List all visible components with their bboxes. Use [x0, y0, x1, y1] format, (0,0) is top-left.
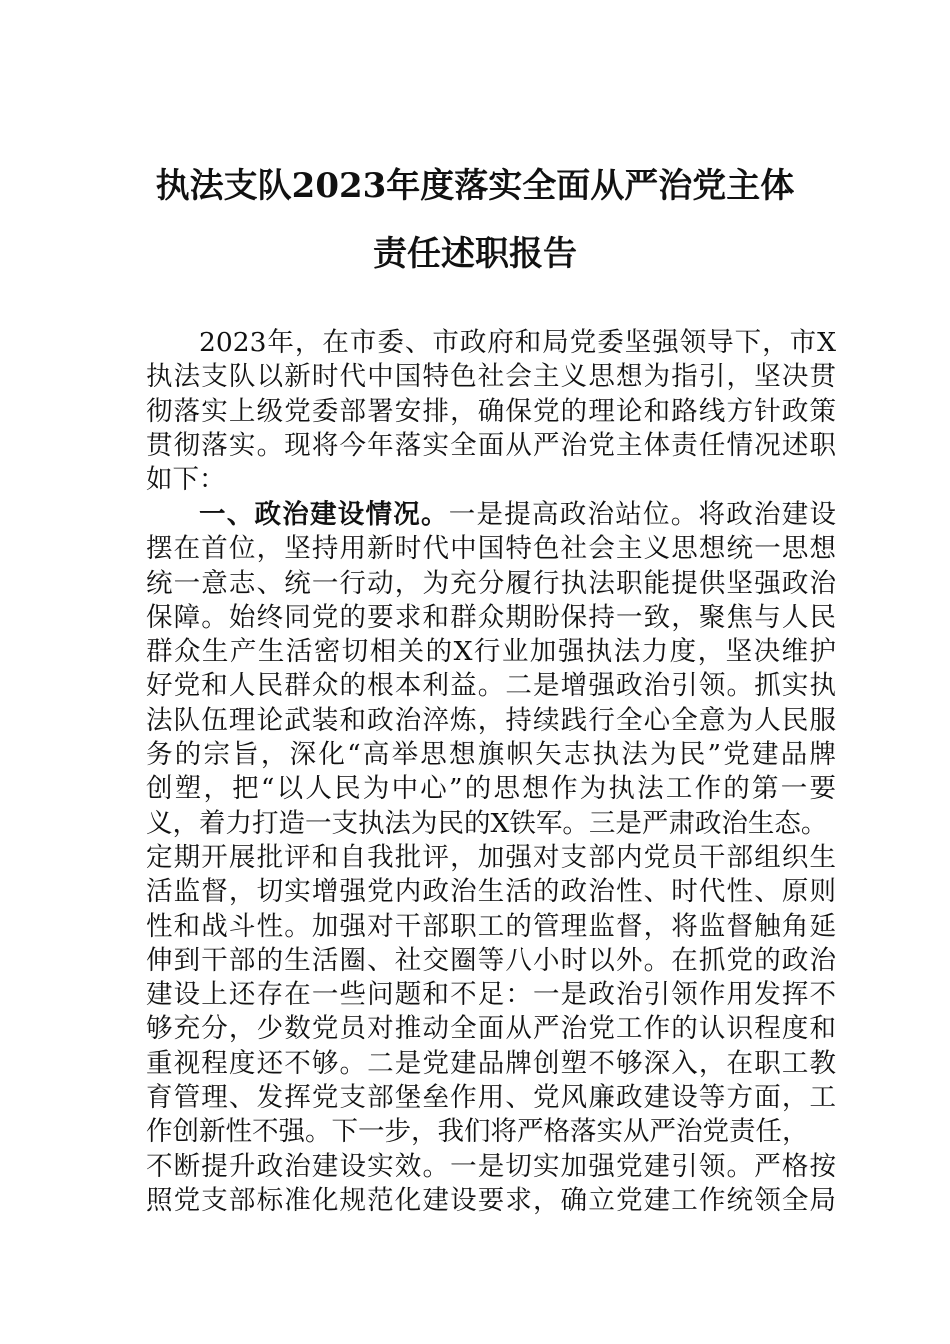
text-line: 摆在首位，坚持用新时代中国特色社会主义思想统一思想 [146, 533, 836, 565]
text-line: 执法支队以新时代中国特色社会主义思想为指引，坚决贯 [146, 361, 836, 393]
section-heading: 一、政治建设情况。 [199, 499, 449, 530]
text-line: 定期开展批评和自我批评，加强对支部内党员干部组织生 [146, 841, 836, 873]
paragraph-political-construction [146, 498, 836, 1218]
document-title-line-2: 责任述职报告 [373, 234, 577, 274]
text-line: 法队伍理论武装和政治淬炼，持续践行全心全意为人民服 [146, 704, 836, 736]
text-line: 照党支部标准化规范化建设要求，确立党建工作统领全局 [146, 1184, 836, 1216]
text-line: 育管理、发挥党支部堡垒作用、党风廉政建设等方面，工 [146, 1082, 836, 1114]
text-line: 务的宗旨，深化“高举思想旗帜矢志执法为民”党建品牌 [146, 739, 836, 771]
text-line-rest: 一是提高政治站位。将政治建设 [448, 499, 836, 530]
text-line: 伸到干部的生活圈、社交圈等八小时以外。在抓党的政治 [146, 944, 836, 976]
text-line: 统一意志、统一行动，为充分履行执法职能提供坚强政治 [146, 567, 836, 599]
text-line: 够充分，少数党员对推动全面从严治党工作的认识程度和 [146, 1013, 836, 1045]
text-line: 2023年，在市委、市政府和局党委坚强领导下，市X [199, 327, 836, 358]
text-line: 建设上还存在一些问题和不足：一是政治引领作用发挥不 [146, 979, 836, 1011]
text-line: 群众生产生活密切相关的X行业加强执法力度，坚决维护 [146, 636, 836, 668]
text-line: 保障。始终同党的要求和群众期盼保持一致，聚焦与人民 [146, 601, 836, 633]
text-line-with-heading [146, 498, 836, 532]
paragraph-intro [146, 326, 836, 497]
text-line: 贯彻落实。现将今年落实全面从严治党主体责任情况述职 [146, 429, 836, 461]
text-line: 重视程度还不够。二是党建品牌创塑不够深入，在职工教 [146, 1047, 836, 1079]
text-line: 性和战斗性。加强对干部职工的管理监督，将监督触角延 [146, 910, 836, 942]
text-line: 好党和人民群众的根本利益。二是增强政治引领。抓实执 [146, 670, 836, 702]
text-line: 作创新性不强。下一步，我们将严格落实从严治党责任， [146, 1116, 809, 1148]
text-line: 彻落实上级党委部署安排，确保党的理论和路线方针政策 [146, 395, 836, 427]
text-line: 如下： [146, 464, 226, 496]
text-line: 义，着力打造一支执法为民的X铁军。三是严肃政治生态。 [146, 807, 828, 839]
text-line: 不断提升政治建设实效。一是切实加强党建引领。严格按 [146, 1150, 836, 1182]
document-title-line-1: 执法支队2023年度落实全面从严治党主体 [155, 166, 795, 206]
text-line: 创塑，把“以人民为中心”的思想作为执法工作的第一要 [146, 773, 836, 805]
text-line: 活监督，切实增强党内政治生活的政治性、时代性、原则 [146, 876, 836, 908]
